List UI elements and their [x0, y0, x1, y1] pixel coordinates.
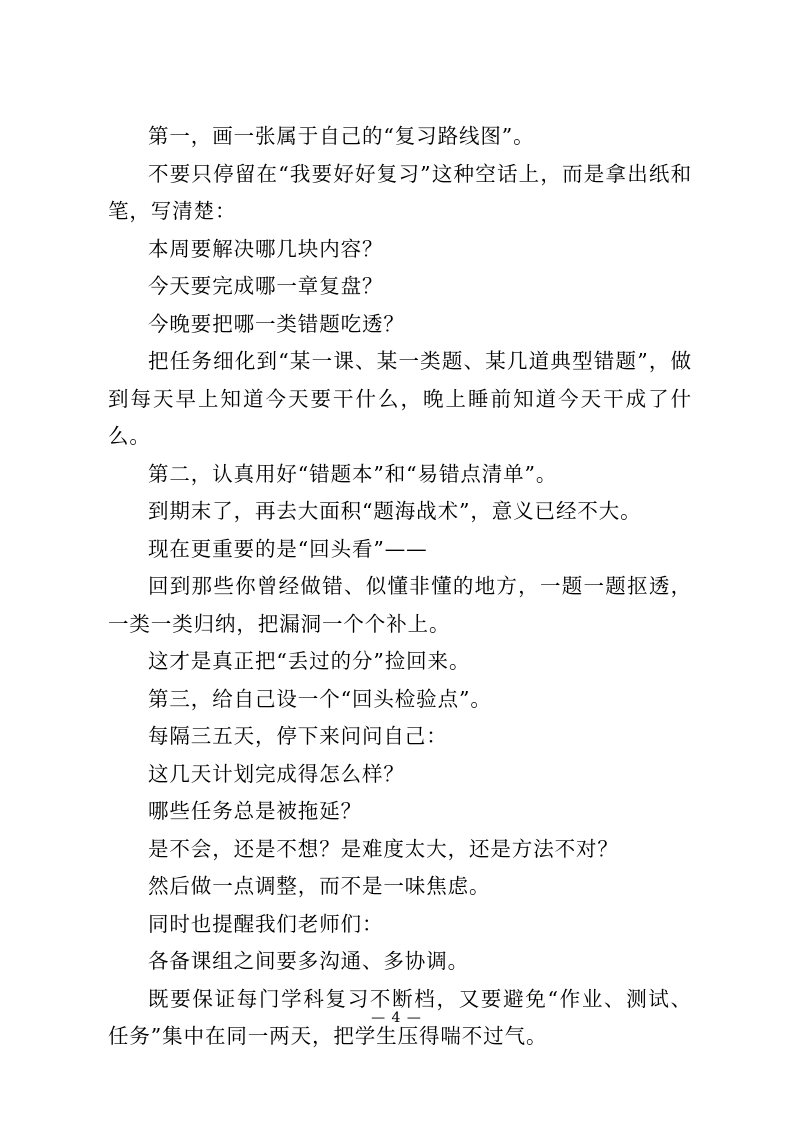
paragraph: 今晚要把哪一类错题吃透？: [148, 311, 405, 336]
paragraph: 现在更重要的是“回头看”——: [148, 536, 428, 561]
paragraph: 不要只停留在“我要好好复习”这种空话上，而是拿出纸和笔，写清楚：: [108, 161, 692, 223]
paragraph: 把任务细化到“某一课、某一类题、某几道典型错题”，做到每天早上知道今天要干什么，晚上睡前知道今天干成了什么。: [108, 349, 692, 448]
paragraph: 今天要完成哪一章复盘？: [148, 274, 384, 298]
document-body: [108, 118, 692, 1056]
paragraph: 到期末了，再去大面积“题海战术”，意义已经不大。: [148, 499, 642, 523]
paragraph: 这才是真正把“丢过的分”捡回来。: [148, 649, 471, 673]
paragraph: 各备课组之间要多沟通、多协调。: [148, 949, 469, 973]
page-number: — 4 —: [371, 1010, 422, 1026]
paragraph: 回到那些你曾经做错、似懂非懂的地方，一题一题抠透，一类一类归纳，把漏洞一个个补上。: [108, 574, 692, 636]
paragraph: 同时也提醒我们老师们：: [148, 911, 384, 936]
paragraph: 本周要解决哪几块内容？: [148, 236, 384, 261]
paragraph: 这几天计划完成得怎么样？: [148, 761, 405, 786]
paragraph: 第二，认真用好“错题本”和“易错点清单”。: [148, 461, 558, 486]
paragraph: 既要保证每门学科复习不断档，又要避免“作业、测试、任务”集中在同一两天，把学生压得喘不过气。: [108, 986, 692, 1048]
paragraph: 哪些任务总是被拖延？: [148, 799, 362, 823]
paragraph: 每隔三五天，停下来问问自己：: [148, 724, 448, 748]
paragraph: 第一，画一张属于自己的“复习路线图”。: [148, 124, 535, 148]
paragraph: 第三，给自己设一个“回头检验点”。: [148, 686, 492, 711]
paragraph: 是不会，还是不想？是难度太大，还是方法不对？: [148, 836, 619, 861]
paragraph: 然后做一点调整，而不是一味焦虑。: [148, 874, 491, 898]
